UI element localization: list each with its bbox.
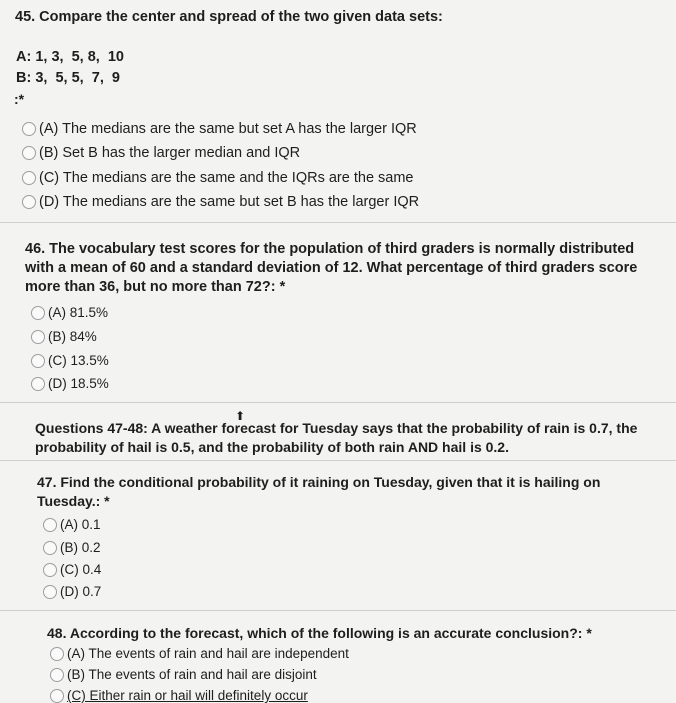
radio-button[interactable] — [31, 354, 45, 368]
option-label: (A) 81.5% — [48, 305, 109, 320]
q45-option-a[interactable] — [22, 121, 417, 137]
q46-title: 46. The vocabulary test scores for the population of third graders is normally distributed with a mean of 60 and a standard deviation of 12. What percentage of third graders score more than 36, but no more than 72?: * — [25, 241, 638, 295]
radio-button[interactable] — [50, 647, 64, 661]
radio-button[interactable] — [22, 195, 36, 209]
option-label: (C) 0.4 — [60, 562, 102, 577]
q47-option-a[interactable] — [43, 517, 101, 532]
radio-button[interactable] — [22, 171, 36, 185]
q48-option-a[interactable] — [50, 646, 349, 661]
option-label: (B) The events of rain and hail are disjoint — [67, 667, 317, 682]
option-label: (C) Either rain or hail will definitely occur — [67, 688, 308, 703]
option-label: (C) The medians are the same and the IQRs are the same — [39, 170, 414, 186]
option-label: (A) The medians are the same but set A has the larger IQR — [39, 121, 417, 137]
radio-button[interactable] — [31, 377, 45, 391]
option-label: (A) The events of rain and hail are independent — [67, 646, 349, 661]
radio-button[interactable] — [43, 518, 57, 532]
option-label: (B) Set B has the larger median and IQR — [39, 145, 301, 161]
q45-option-b[interactable] — [22, 145, 300, 161]
radio-button[interactable] — [31, 306, 45, 320]
option-label: (D) 0.7 — [60, 584, 102, 599]
q48-title: 48. According to the forecast, which of the following is an accurate conclusion?: * — [47, 625, 592, 641]
divider — [0, 222, 676, 223]
mouse-cursor-icon: ⬆ — [235, 409, 246, 423]
q45-title: 45. Compare the center and spread of the two given data sets: — [15, 9, 443, 25]
q47-title: 47. Find the conditional probability of it raining on Tuesday, given that it is hailing on Tuesday.: * — [37, 474, 601, 509]
q46-option-a[interactable] — [31, 305, 108, 320]
radio-button[interactable] — [43, 585, 57, 599]
radio-button[interactable] — [22, 146, 36, 160]
radio-button[interactable] — [50, 668, 64, 682]
radio-button[interactable] — [43, 541, 57, 555]
q46-option-d[interactable] — [31, 376, 109, 391]
q45-option-d[interactable] — [22, 194, 419, 210]
option-label: (B) 0.2 — [60, 540, 101, 555]
option-label: (A) 0.1 — [60, 517, 101, 532]
divider — [0, 610, 676, 611]
q46-option-c[interactable] — [31, 353, 109, 368]
radio-button[interactable] — [43, 563, 57, 577]
option-label: (B) 84% — [48, 329, 97, 344]
q46-option-b[interactable] — [31, 329, 97, 344]
divider — [0, 402, 676, 403]
q47-48-intro: Questions 47-48: A weather forecast for Tuesday says that the probability of rain is 0.7, the probability of hail is 0.5, and the probability of both rain AND hail is 0.2. — [35, 420, 638, 455]
q47-option-c[interactable] — [43, 562, 101, 577]
q45-option-c[interactable] — [22, 170, 414, 186]
q48-option-c[interactable] — [50, 688, 308, 703]
radio-button[interactable] — [50, 689, 64, 703]
option-label: (D) The medians are the same but set B has the larger IQR — [39, 194, 420, 210]
divider — [0, 460, 676, 461]
q45-set-a: A: 1, 3, 5, 8, 10 — [16, 49, 124, 65]
option-label: (D) 18.5% — [48, 376, 109, 391]
q45-set-b: B: 3, 5, 5, 7, 9 — [16, 70, 120, 86]
radio-button[interactable] — [22, 122, 36, 136]
option-label: (C) 13.5% — [48, 353, 109, 368]
radio-button[interactable] — [31, 330, 45, 344]
q48-option-b[interactable] — [50, 667, 317, 682]
q47-option-b[interactable] — [43, 540, 101, 555]
q47-option-d[interactable] — [43, 584, 101, 599]
required-marker: :* — [14, 91, 25, 107]
